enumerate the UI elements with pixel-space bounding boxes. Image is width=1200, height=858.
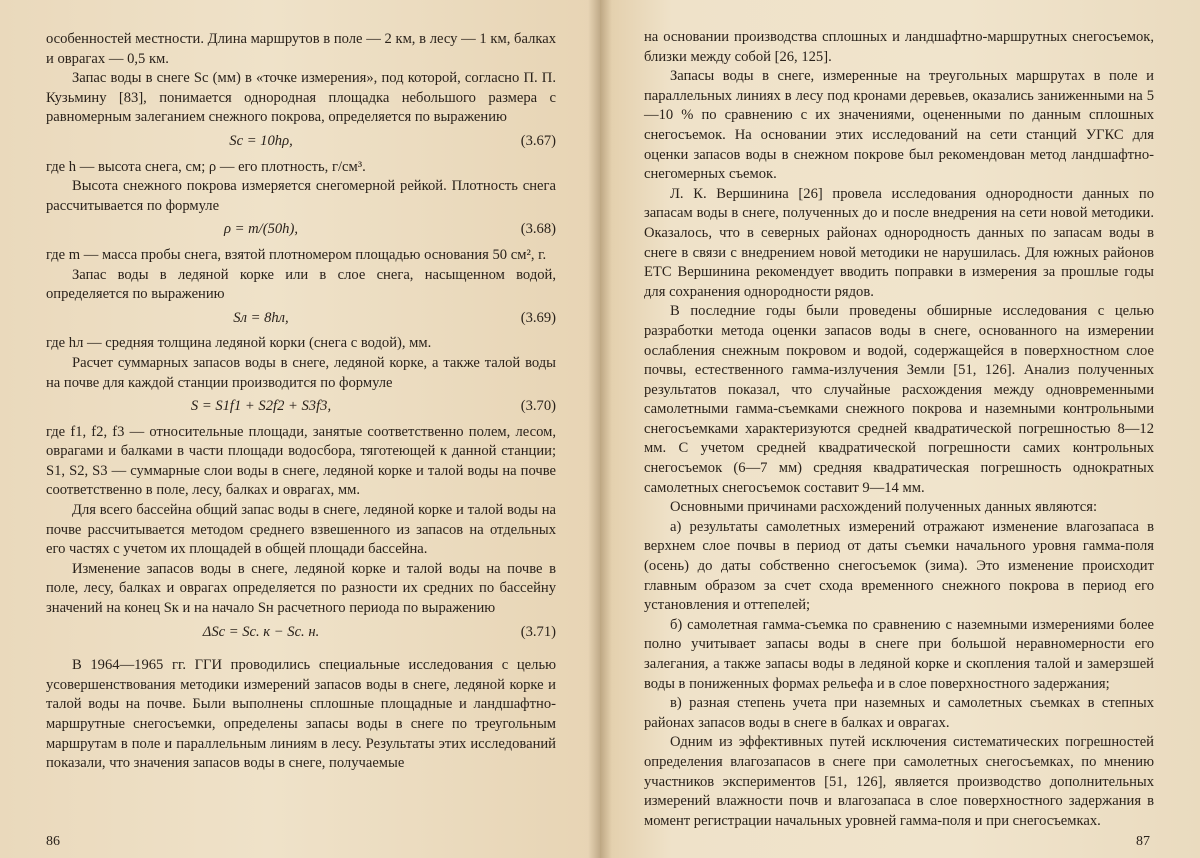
- paragraph: Л. К. Вершинина [26] провела исследования однородности данных по запасам воды в снеге, полученных до и после внедрения на сети новой методики. Оказалось, что в северных районах однородность данных по запасам воды в снеге в связи с внедрением новой методики не нарушилась. Для южных районов ЕТС Вершинина рекомендует вводить поправки в измерения за прошлые годы для сохранения однородности рядов.: [644, 185, 1154, 300]
- paragraph: Изменение запасов воды в снеге, ледяной корке и талой воды на почве в поле, лесу, балках и оврагах определяется по разности их средних по бассейну значений на конец Sк и на начало Sн расчетного периода по выражению: [46, 560, 556, 617]
- formula-3-70: [46, 397, 556, 417]
- list-item: б) самолетная гамма-съемка по сравнению с наземными измерениями более полно учитывает запасы воды в снеге при большой неравномерности его залегания, а также запасы воды в ледяной корке и скопления талой и замерзшей воды в пониженных формах рельефа и в слое поверхностного задержания;: [644, 616, 1154, 692]
- formula-expression: S = S1f1 + S2f2 + S3f3,: [190, 398, 332, 415]
- paragraph: Для всего бассейна общий запас воды в снеге, ледяной корке и талой воды на почве рассчитывается методом среднего взвешенного из запасов на отдельных его частях с учетом их площадей в общей площади бассейна.: [46, 502, 556, 558]
- formula-expression: Sл = 8hл,: [233, 309, 289, 326]
- paragraph: Одним из эффективных путей исключения систематических погрешностей определения влагозапасов в снеге при самолетных снегосъемках, по мнению участников экспериментов [51, 126], является производство дополнительных измерений влажности почв и влагозапаса в слое поверхностного задержания в момент регистрации начальных уровней гамма-поля и при снегосъемках.: [644, 734, 1154, 829]
- paragraph: В последние годы были проведены обширные исследования с целью разработки метода оценки запасов воды в снеге, основанного на измерении ослабления снежным покровом и водой, содержащейся в поверхностном слое почвы, естественного гамма-излучения Земли [51, 126]. Анализ полученных результатов показал, что случайные расхождения между одновременными самолетными гамма-съемками снежного покрова и наземными контрольными снегосъемками характеризуются средней квадратической погрешностью 8—12 мм. С учетом средней квадратической погрешности самих контрольных снегосъемок (6—7 мм) средняя квадратическая погрешность однократных самолетных снегосъемок составит 9—14 мм.: [644, 303, 1154, 496]
- list-item: а) результаты самолетных измерений отражают изменение влагозапаса в верхнем слое почвы в период от даты съемки начального уровня гамма-поля (осень) до даты собственно снегосъемок (зима). Это изменение происходит главным образом за счет схода временного снежного покрова в период его установления и оттепелей;: [644, 518, 1154, 614]
- left-text-column: [46, 30, 556, 774]
- formula-number: (3.69): [520, 309, 556, 326]
- formula-number: (3.70): [520, 398, 556, 415]
- list-item: в) разная степень учета при наземных и самолетных съемках в степных районах запасов воды в снеге в балках и оврагах.: [644, 695, 1154, 731]
- formula-3-69: [46, 309, 556, 329]
- formula-expression: Sс = 10hρ,: [229, 132, 293, 149]
- paragraph: на основании производства сплошных и ландшафтно-маршрутных снегосъемок, близки между собой [26, 125].: [644, 29, 1154, 65]
- paragraph: Расчет суммарных запасов воды в снеге, ледяной корке, а также талой воды на почве для каждой станции производится по формуле: [46, 354, 556, 391]
- paragraph: особенностей местности. Длина маршрутов в поле — 2 км, в лесу — 1 км, балках и оврагах — 0,5 км.: [46, 31, 556, 67]
- formula-3-71: [46, 623, 556, 643]
- paragraph: Основными причинами расхождений полученных данных являются:: [670, 499, 1098, 516]
- paragraph: Запас воды в снеге Sс (мм) в «точке измерения», под которой, согласно П. П. Кузьмину [83], понимается однородная площадка небольшого размера с равномерным залеганием снежного покрова, определяется по выражению: [46, 70, 556, 126]
- paragraph: В 1964—1965 гг. ГГИ проводились специальные исследования с целью усовершенствования методики измерений запасов воды в снеге, ледяной корке и талой воды на почве. Были выполнены сплошные площадные и ландшафтно-маршрутные снегосъемки, определены запасы воды в снеге по треугольным маршрутам в поле и параллельным линиям в лесу. Результаты этих исследований показали, что значения запасов воды в снеге, получаемые: [46, 657, 556, 772]
- formula-expression: ΔSс = Sс. к − Sс. н.: [202, 623, 320, 640]
- formula-number: (3.68): [520, 221, 556, 238]
- formula-number: (3.67): [520, 132, 556, 149]
- page-number: 87: [1136, 834, 1150, 849]
- formula-3-67: [46, 132, 556, 152]
- paragraph: где f1, f2, f3 — относительные площади, занятые соответственно полем, лесом, оврагами и балками в части площади водосбора, тяготеющей к данной станции; S1, S2, S3 — суммарные слои воды в снеге, ледяной корке и талой воды на почве соответственно в поле, лесу, балках и оврагах, мм.: [46, 423, 556, 499]
- formula-number: (3.71): [520, 623, 556, 640]
- paragraph: где h — высота снега, см; ρ — его плотность, г/см³.: [46, 158, 366, 175]
- paragraph: где m — масса пробы снега, взятой плотномером площадью основания 50 см², г.: [46, 246, 547, 263]
- paragraph: Запасы воды в снеге, измеренные на треугольных маршрутах в поле и параллельных линиях в лесу под кронами деревьев, оказались заниженными на 5—10 % по сравнению с их значениями, оцененными по данным сплошных снегосъемок. На основании этих исследований на сети станций УГКС для оценки запасов воды в снежном покрове был рекомендован метод ландшафтно-снегомерных съемок.: [644, 68, 1154, 183]
- paragraph: где hл — средняя толщина ледяной корки (снега с водой), мм.: [46, 335, 432, 352]
- formula-expression: ρ = m/(50h),: [223, 221, 298, 238]
- page-number: 86: [46, 834, 60, 849]
- right-text-column: [644, 28, 1154, 831]
- paragraph: Запас воды в ледяной корке или в слое снега, насыщенном водой, определяется по выражению: [46, 266, 556, 303]
- formula-3-68: [46, 220, 556, 240]
- paragraph: Высота снежного покрова измеряется снегомерной рейкой. Плотность снега рассчитывается по формуле: [46, 178, 556, 214]
- right-page: [600, 0, 1200, 858]
